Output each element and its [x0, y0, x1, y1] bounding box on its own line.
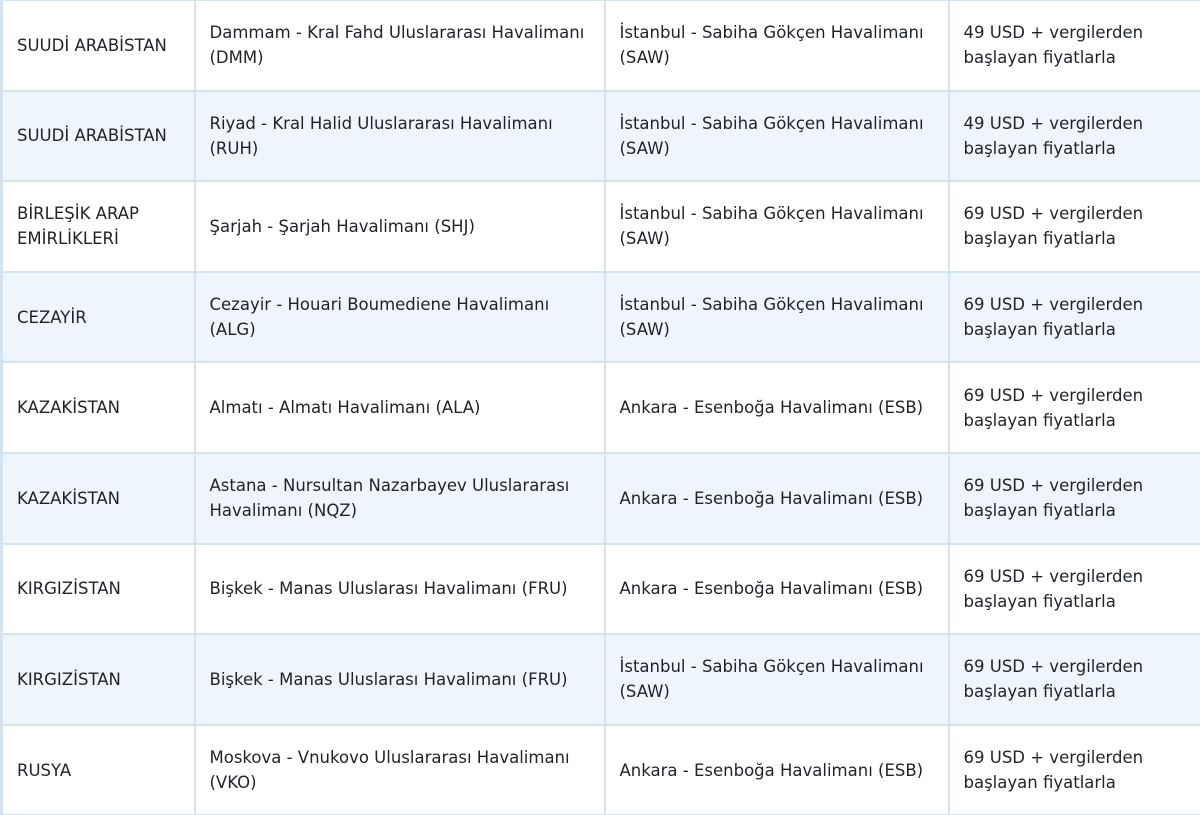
table-row [2, 634, 1200, 725]
origin-airport-cell: Riyad - Kral Halid Uluslararası Havalimanı (RUH) [195, 91, 605, 182]
price-cell: 69 USD + vergilerden başlayan fiyatlarla [949, 725, 1200, 815]
table-row [2, 272, 1200, 363]
table-row [2, 91, 1200, 182]
price-cell: 49 USD + vergilerden başlayan fiyatlarla [949, 0, 1200, 91]
country-cell: KAZAKİSTAN [2, 453, 195, 544]
destination-airport-cell: İstanbul - Sabiha Gökçen Havalimanı (SAW) [605, 272, 949, 363]
destination-airport-cell: Ankara - Esenboğa Havalimanı (ESB) [605, 725, 949, 815]
country-cell: BİRLEŞİK ARAP EMİRLİKLERİ [2, 181, 195, 272]
origin-airport-cell: Almatı - Almatı Havalimanı (ALA) [195, 362, 605, 453]
price-cell: 69 USD + vergilerden başlayan fiyatlarla [949, 544, 1200, 635]
country-cell: CEZAYİR [2, 272, 195, 363]
destination-airport-cell: İstanbul - Sabiha Gökçen Havalimanı (SAW) [605, 181, 949, 272]
price-cell: 69 USD + vergilerden başlayan fiyatlarla [949, 181, 1200, 272]
destination-airport-cell: Ankara - Esenboğa Havalimanı (ESB) [605, 453, 949, 544]
country-cell: SUUDİ ARABİSTAN [2, 0, 195, 91]
origin-airport-cell: Astana - Nursultan Nazarbayev Uluslararası Havalimanı (NQZ) [195, 453, 605, 544]
country-cell: KIRGIZİSTAN [2, 634, 195, 725]
destination-airport-cell: Ankara - Esenboğa Havalimanı (ESB) [605, 544, 949, 635]
destination-airport-cell: İstanbul - Sabiha Gökçen Havalimanı (SAW) [605, 0, 949, 91]
destination-airport-cell: İstanbul - Sabiha Gökçen Havalimanı (SAW) [605, 91, 949, 182]
country-cell: KAZAKİSTAN [2, 362, 195, 453]
origin-airport-cell: Moskova - Vnukovo Uluslararası Havalimanı (VKO) [195, 725, 605, 815]
country-cell: KIRGIZİSTAN [2, 544, 195, 635]
price-cell: 69 USD + vergilerden başlayan fiyatlarla [949, 634, 1200, 725]
table-row [2, 181, 1200, 272]
country-cell: SUUDİ ARABİSTAN [2, 91, 195, 182]
country-cell: RUSYA [2, 725, 195, 815]
price-cell: 69 USD + vergilerden başlayan fiyatlarla [949, 362, 1200, 453]
destination-airport-cell: Ankara - Esenboğa Havalimanı (ESB) [605, 362, 949, 453]
table-row [2, 0, 1200, 91]
table-row [2, 453, 1200, 544]
table-row [2, 544, 1200, 635]
table-row [2, 362, 1200, 453]
price-cell: 69 USD + vergilerden başlayan fiyatlarla [949, 272, 1200, 363]
destination-airport-cell: İstanbul - Sabiha Gökçen Havalimanı (SAW) [605, 634, 949, 725]
origin-airport-cell: Cezayir - Houari Boumediene Havalimanı (ALG) [195, 272, 605, 363]
origin-airport-cell: Bişkek - Manas Uluslarası Havalimanı (FRU) [195, 544, 605, 635]
price-cell: 49 USD + vergilerden başlayan fiyatlarla [949, 91, 1200, 182]
origin-airport-cell: Şarjah - Şarjah Havalimanı (SHJ) [195, 181, 605, 272]
price-cell: 69 USD + vergilerden başlayan fiyatlarla [949, 453, 1200, 544]
origin-airport-cell: Dammam - Kral Fahd Uluslararası Havalimanı (DMM) [195, 0, 605, 91]
origin-airport-cell: Bişkek - Manas Uluslarası Havalimanı (FRU) [195, 634, 605, 725]
table-row [2, 725, 1200, 815]
